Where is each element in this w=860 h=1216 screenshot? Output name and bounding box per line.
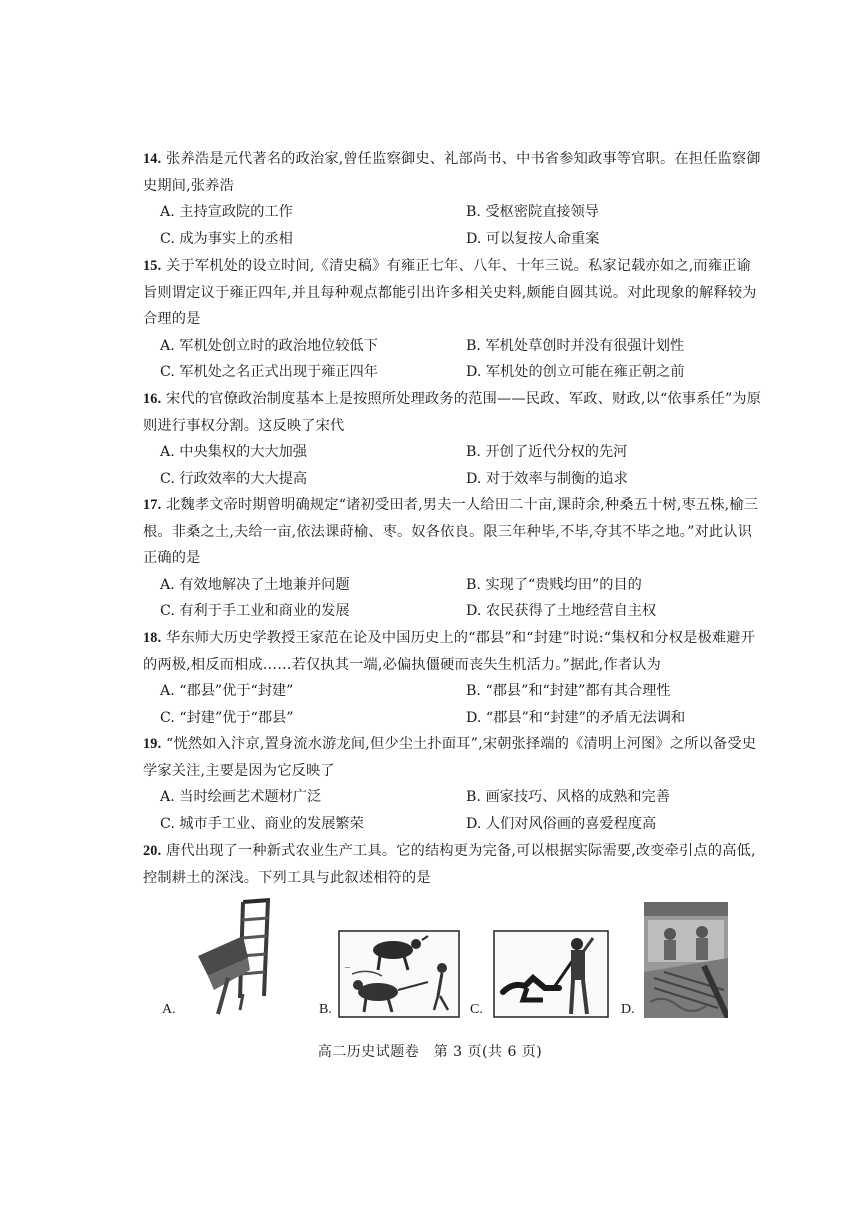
picture-option-a-label[interactable]: A. <box>162 1002 176 1017</box>
question-17 <box>143 492 763 625</box>
picture-option-d-label[interactable]: D. <box>621 1002 635 1017</box>
option-d[interactable]: D. 军机处的创立可能在雍正朝之前 <box>466 364 685 381</box>
option-c[interactable]: C. “封建”优于“郡县” <box>160 709 294 726</box>
option-a[interactable]: A. 军机处创立时的政治地位较低下 <box>160 337 378 354</box>
ox-ploughing-image <box>338 930 460 1018</box>
picture-option-b-label[interactable]: B. <box>319 1002 332 1017</box>
option-list <box>143 199 763 252</box>
option-c[interactable]: C. 行政效率的大大提高 <box>160 470 308 487</box>
plough-frame-image <box>188 898 278 1016</box>
option-c[interactable]: C. 城市手工业、商业的发展繁荣 <box>160 815 364 832</box>
question-text: 华东师大历史学教授王家范在论及中国历史上的“郡县”和“封建”时说:“集权和分权是极难避开的两极,相反而相成……若仅执其一端,必偏执僵硬而丧失生机活力。”据此,作者认为 <box>143 630 756 673</box>
option-d[interactable]: D. “郡县”和“封建”的矛盾无法调和 <box>466 709 686 726</box>
option-c[interactable]: C. 军机处之名正式出现于雍正四年 <box>160 364 378 381</box>
question-text: 北魏孝文帝时期曾明确规定“诸初受田者,男夫一人给田二十亩,课莳余,种桑五十树,枣五株,榆三根。非桑之土,夫给一亩,依法课莳榆、枣。奴各依良。限三年种毕,不毕,夺其不毕之地。”对此认识正确的是 <box>143 497 759 567</box>
option-c[interactable]: C. 成为事实上的丞相 <box>160 230 293 247</box>
option-list <box>143 784 763 837</box>
option-b[interactable]: B. 画家技巧、风格的成熟和完善 <box>466 789 670 806</box>
option-d[interactable]: D. 可以复按人命重案 <box>466 230 600 247</box>
option-d[interactable]: D. 农民获得了土地经营自主权 <box>466 603 657 620</box>
question-text: 宋代的官僚政治制度基本上是按照所处理政务的范围——民政、军政、财政,以“依事系任”为原则进行事权分割。这反映了宋代 <box>143 391 762 434</box>
question-19 <box>143 731 763 837</box>
question-text: 关于军机处的设立时间,《清史稿》有雍正七年、八年、十年三说。私家记载亦如之,而雍正谕旨则谓定议于雍正四年,并且每种观点都能引出许多相关史料,颇能自圆其说。对此现象的解释较为合理的是 <box>143 258 757 328</box>
question-stem <box>143 625 763 678</box>
question-stem <box>143 386 763 439</box>
woodcut-waterwheel-image <box>644 902 728 1018</box>
option-b[interactable]: B. “郡县”和“封建”都有其合理性 <box>466 683 671 700</box>
question-16 <box>143 386 763 492</box>
option-list <box>143 333 763 386</box>
option-list <box>143 678 763 731</box>
question-stem <box>143 838 763 891</box>
option-b[interactable]: B. 实现了“贵贱均田”的目的 <box>466 576 642 593</box>
option-list <box>143 572 763 625</box>
page-footer: 高二历史试题卷 第 3 页(共 6 页) <box>317 1044 543 1060</box>
question-20 <box>143 838 763 891</box>
option-list <box>143 439 763 492</box>
question-number: 18. <box>143 630 162 646</box>
question-text: “恍然如入汴京,置身流水游龙间,但少尘土扑面耳”,宋朝张择端的《清明上河图》之所以备受史学家关注,主要是因为它反映了 <box>143 736 757 779</box>
question-18 <box>143 625 763 731</box>
plough-person-image <box>493 930 609 1018</box>
question-stem <box>143 731 763 784</box>
question-number: 16. <box>143 391 162 407</box>
option-c[interactable]: C. 有利于手工业和商业的发展 <box>160 603 350 620</box>
option-b[interactable]: B. 受枢密院直接领导 <box>466 204 599 221</box>
q20-picture-options <box>160 898 740 1023</box>
question-stem <box>143 146 763 199</box>
option-d[interactable]: D. 人们对风俗画的喜爱程度高 <box>466 815 657 832</box>
option-a[interactable]: A. 有效地解决了土地兼并问题 <box>160 576 350 593</box>
question-stem <box>143 253 763 333</box>
question-15 <box>143 253 763 386</box>
svg-text:~: ~ <box>344 963 351 972</box>
question-number: 20. <box>143 843 162 859</box>
question-number: 17. <box>143 497 162 513</box>
option-a[interactable]: A. 中央集权的大大加强 <box>160 444 307 461</box>
picture-option-c-label[interactable]: C. <box>470 1002 483 1017</box>
question-stem <box>143 492 763 572</box>
question-number: 19. <box>143 736 162 752</box>
question-number: 15. <box>143 258 162 274</box>
question-text: 唐代出现了一种新式农业生产工具。它的结构更为完备,可以根据实际需要,改变牵引点的高低,控制耕土的深浅。下列工具与此叙述相符的是 <box>143 843 756 886</box>
option-a[interactable]: A. “郡县”优于“封建” <box>160 683 294 700</box>
option-a[interactable]: A. 主持宣政院的工作 <box>160 204 293 221</box>
question-text: 张养浩是元代著名的政治家,曾任监察御史、礼部尚书、中书省参知政事等官职。在担任监察御史期间,张养浩 <box>143 151 761 194</box>
question-number: 14. <box>143 151 162 167</box>
option-b[interactable]: B. 军机处草创时并没有很强计划性 <box>466 337 685 354</box>
question-14 <box>143 146 763 252</box>
option-b[interactable]: B. 开创了近代分权的先河 <box>466 444 628 461</box>
option-d[interactable]: D. 对于效率与制衡的追求 <box>466 470 628 487</box>
option-a[interactable]: A. 当时绘画艺术题材广泛 <box>160 789 322 806</box>
